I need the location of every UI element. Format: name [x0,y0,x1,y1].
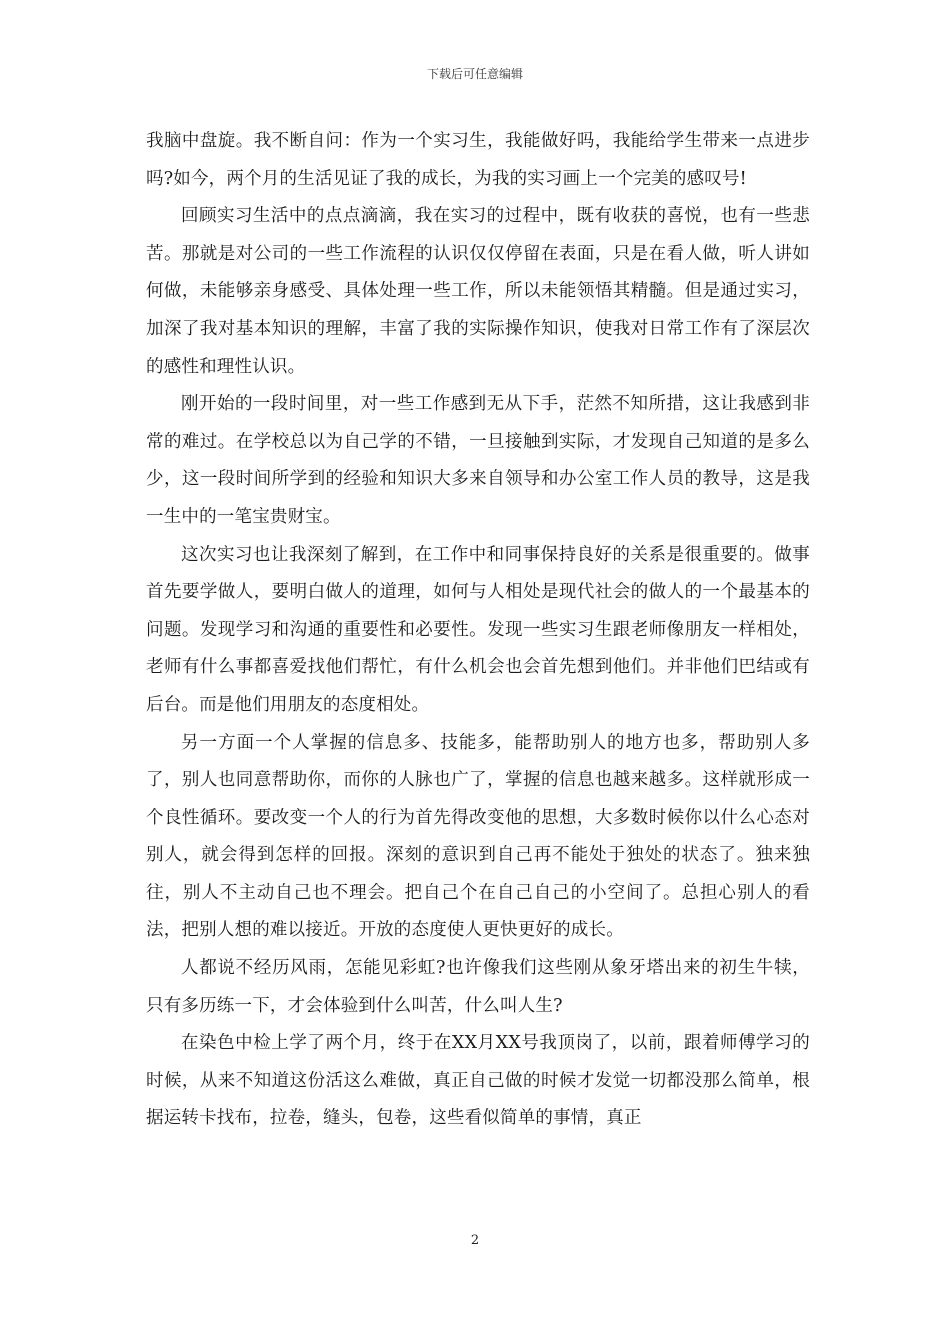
paragraph: 这次实习也让我深刻了解到，在工作中和同事保持良好的关系是很重要的。做事首先要学做人，要明白做人的道理，如何与人相处是现代社会的做人的一个最基本的问题。发现学习和沟通的重要性和必要性。发现一些实习生跟老师像朋友一样相处，老师有什么事都喜爱找他们帮忙，有什么机会也会首先想到他们。并非他们巴结或有后台。而是他们用朋友的态度相处。 [146,544,810,715]
paragraph-continued: 我脑中盘旋。我不断自问：作为一个实习生，我能做好吗，我能给学生带来一点进步吗?如今，两个月的生活见证了我的成长，为我的实习画上一个完美的感叹号! [146,131,810,189]
paragraph: 人都说不经历风雨，怎能见彩虹?也许像我们这些刚从象牙塔出来的初生牛犊，只有多历练一下，才会体验到什么叫苦，什么叫人生? [146,958,810,1016]
paragraph: 在染色中检上学了两个月，终于在XX月XX号我顶岗了，以前，跟着师傅学习的时候，从来不知道这份活这么难做，真正自己做的时候才发觉一切都没那么简单，根据运转卡找布，拉卷，缝头，包卷，这些看似简单的事情，真正 [146,1033,810,1129]
page-header: 下载后可任意编辑 [426,67,523,81]
paragraph: 回顾实习生活中的点点滴滴，我在实习的过程中，既有收获的喜悦，也有一些悲苦。那就是对公司的一些工作流程的认识仅仅停留在表面，只是在看人做，听人讲如何做，未能够亲身感受、具体处理一些工作，所以未能领悟其精髓。但是通过实习，加深了我对基本知识的理解，丰富了我的实际操作知识，使我对日常工作有了深层次的感性和理性认识。 [146,206,810,377]
paragraph: 刚开始的一段时间里，对一些工作感到无从下手，茫然不知所措，这让我感到非常的难过。在学校总以为自己学的不错，一旦接触到实际，才发现自己知道的是多么少，这一段时间所学到的经验和知识大多来自领导和办公室工作人员的教导，这是我一生中的一笔宝贵财宝。 [146,394,810,527]
page-number: 2 [470,1233,480,1248]
document-body [146,123,810,1138]
paragraph: 另一方面一个人掌握的信息多、技能多，能帮助别人的地方也多，帮助别人多了，别人也同意帮助你，而你的人脉也广了，掌握的信息也越来越多。这样就形成一个良性循环。要改变一个人的行为首先得改变他的思想，大多数时候你以什么心态对别人，就会得到怎样的回报。深刻的意识到自己再不能处于独处的状态了。独来独往，别人不主动自己也不理会。把自己个在自己自己的小空间了。总担心别人的看法，把别人想的难以接近。开放的态度使人更快更好的成长。 [146,732,810,941]
